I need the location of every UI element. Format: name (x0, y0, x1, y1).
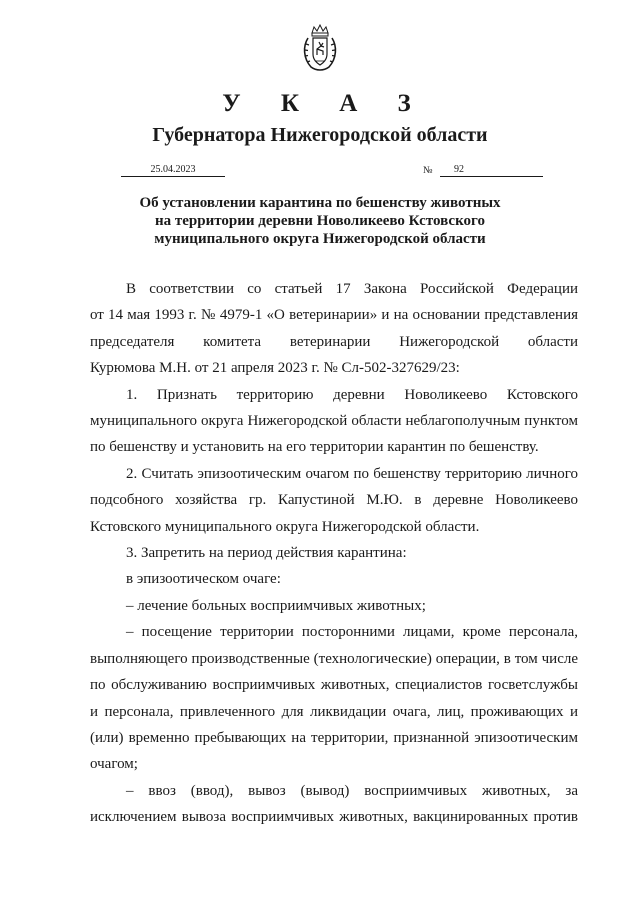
subject-line: муниципального округа Нижегородской области (154, 231, 486, 247)
decree-body (90, 276, 578, 831)
restriction-bullet: – ввоз (ввод), вывоз (вывод) восприимчивых животных, за исключением вывоза восприимчивых животных, вакцинированных против (90, 782, 578, 826)
decree-number (440, 164, 543, 177)
decree-subject (0, 194, 640, 248)
decree-date (121, 164, 225, 177)
number-label: № (423, 165, 433, 176)
subject-line: Об установлении карантина по бешенству животных (139, 195, 501, 211)
preamble-line: от 14 мая 1993 г. № 4979-1 «О ветеринарии» и на основании представления (90, 307, 578, 324)
item-3: 3. Запретить на период действия карантина: (126, 545, 407, 562)
preamble-line: В соответствии со статьей 17 Закона Российской Федерации (126, 281, 578, 297)
date-value: 25.04.2023 (150, 164, 196, 175)
restriction-bullet: – лечение больных восприимчивых животных; (126, 597, 426, 614)
restriction-bullet: – посещение территории посторонними лицами, кроме персонала, выполняющего производственные (технологические) операции, в том числе по обслуживанию восприимчивых животных, специалистов госветслужбы и персонала, привлеченного для ликвидации очага, лиц, проживающих и (или) временно пребывающих на территории, признанной эпизоотическим очагом; (90, 624, 578, 773)
subject-line: на территории деревни Новоликеево Кстовского (155, 213, 485, 229)
decree-title: У К А З (222, 90, 428, 117)
focus-heading: в эпизоотическом очаге: (126, 571, 281, 588)
issuer-title: Губернатора Нижегородской области (152, 124, 488, 146)
preamble-line: председателя комитета ветеринарии Нижегородской области (90, 333, 578, 350)
coat-of-arms-emblem (302, 24, 338, 72)
number-value: 92 (454, 164, 464, 175)
preamble-line: Курюмова М.Н. от 21 апреля 2023 г. № Сл-502-327629/23: (90, 360, 460, 377)
item-1: 1. Признать территорию деревни Новоликеево Кстовского муниципального округа Нижегородской области неблагополучным пунктом по бешенству и установить на его территории карантин по бешенству. (90, 386, 578, 456)
item-2: 2. Считать эпизоотическим очагом по бешенству территорию личного подсобного хозяйства гр. Капустиной М.Ю. в деревне Новоликеево Кстовского муниципального округа Нижегородской области. (90, 465, 578, 535)
